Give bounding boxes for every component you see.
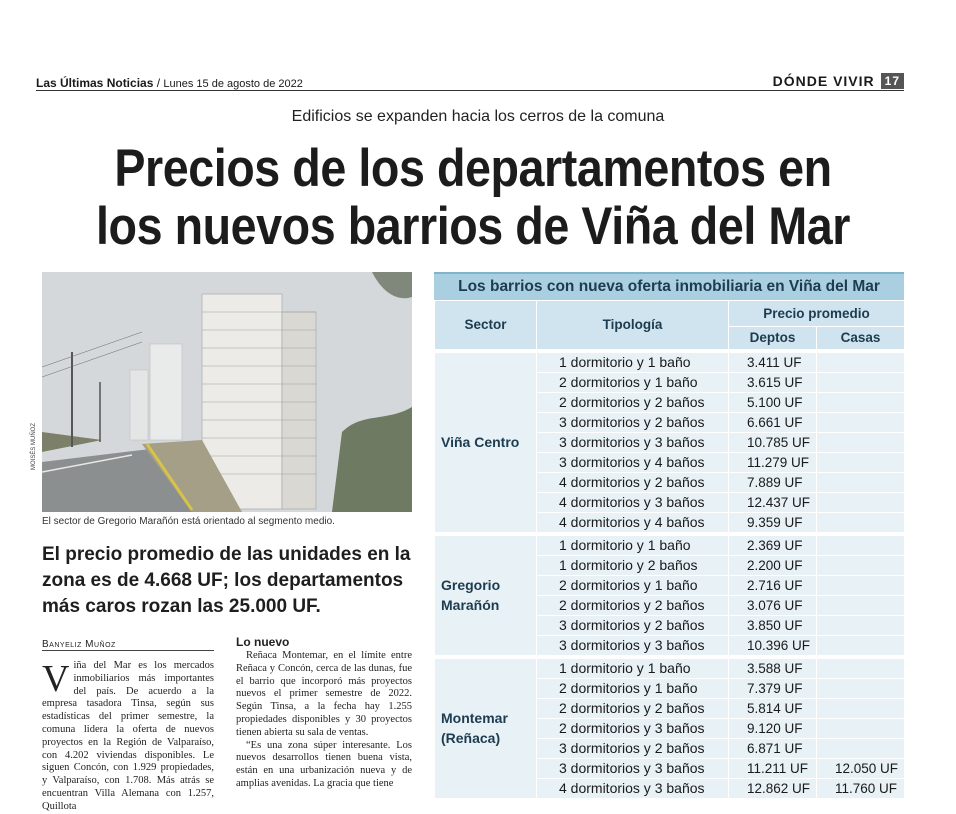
casas-cell: [817, 738, 905, 758]
photo-credit: MOISÉS MUÑOZ: [31, 422, 37, 470]
body-column-1: [42, 660, 214, 814]
price-data-table: [434, 300, 905, 799]
byline: Banyeliz Muñoz: [42, 639, 116, 650]
page-number: 17: [881, 73, 904, 89]
tipologia-cell: 3 dormitorios y 2 baños: [537, 738, 729, 758]
tipologia-cell: 2 dormitorios y 2 baños: [537, 698, 729, 718]
deptos-cell: 3.615 UF: [729, 372, 817, 392]
deptos-cell: 7.889 UF: [729, 472, 817, 492]
deptos-cell: 10.396 UF: [729, 635, 817, 657]
casas-cell: 12.050 UF: [817, 758, 905, 778]
tipologia-cell: 2 dormitorios y 1 baño: [537, 575, 729, 595]
casas-cell: [817, 472, 905, 492]
deptos-cell: 3.411 UF: [729, 351, 817, 373]
section-label: [773, 73, 904, 89]
deptos-cell: 9.120 UF: [729, 718, 817, 738]
casas-cell: [817, 452, 905, 472]
kicker: Edificios se expanden hacia los cerros de la comuna: [291, 108, 665, 125]
deptos-cell: 7.379 UF: [729, 678, 817, 698]
tipologia-cell: 1 dormitorio y 1 baño: [537, 534, 729, 556]
headline: [57, 140, 889, 256]
deptos-cell: 5.814 UF: [729, 698, 817, 718]
casas-cell: [817, 555, 905, 575]
body-paragraph: Reñaca Montemar, en el límite entre Reñaca y Concón, cerca de las dunas, fue el barrio que incorporó más proyectos nuevos el primer semestre de 2022. Según Tinsa, a la fecha hay 1.255 propiedades disponibles y 30 proyectos tienen abierta su sala de ventas.: [236, 650, 412, 738]
table-row: [435, 351, 905, 373]
casas-cell: [817, 512, 905, 534]
publication-line: Las Últimas Noticias / Lunes 15 de agosto de 2022: [36, 76, 303, 90]
table-body: [435, 351, 905, 799]
deptos-cell: 9.359 UF: [729, 512, 817, 534]
deptos-cell: 3.076 UF: [729, 595, 817, 615]
deptos-cell: 11.279 UF: [729, 452, 817, 472]
headline-line-1: Precios de los departamentos en: [114, 139, 832, 198]
casas-cell: [817, 595, 905, 615]
publication-date: Lunes 15 de agosto de 2022: [163, 78, 303, 90]
body-text-1: iña del Mar es los mercados inmobiliarios más importantes del país. De acuerdo a la empresa tasadora Tinsa, según sus estadísticas del primer semestre, la comuna lidera la oferta de nuevos proyectos en la Región de Valparaíso, con 4.202 viviendas disponibles. Le siguen Concón, con 1.929 propiedades, y Valparaíso, con 1.708. Más atrás se encuentran Villa Alemana con 1.257, Quillota: [42, 660, 214, 812]
body-column-2: [236, 634, 412, 791]
table-row: [435, 534, 905, 556]
casas-cell: [817, 635, 905, 657]
tipologia-cell: 2 dormitorios y 2 baños: [537, 392, 729, 412]
deptos-cell: 12.437 UF: [729, 492, 817, 512]
deptos-cell: 5.100 UF: [729, 392, 817, 412]
buildings-photo-illustration: [42, 272, 412, 512]
casas-cell: [817, 392, 905, 412]
casas-cell: [817, 412, 905, 432]
tipologia-cell: 2 dormitorios y 3 baños: [537, 718, 729, 738]
table-row: [435, 657, 905, 679]
deptos-cell: 3.850 UF: [729, 615, 817, 635]
casas-cell: [817, 492, 905, 512]
tipologia-cell: 3 dormitorios y 2 baños: [537, 412, 729, 432]
deck-summary: El precio promedio de las unidades en la zona es de 4.668 UF; los departamentos más caros rozan las 25.000 UF.: [42, 544, 411, 617]
deptos-cell: 3.588 UF: [729, 657, 817, 679]
deptos-cell: 2.369 UF: [729, 534, 817, 556]
tipologia-cell: 3 dormitorios y 3 baños: [537, 758, 729, 778]
photo-caption: El sector de Gregorio Marañón está orientado al segmento medio.: [42, 516, 335, 527]
table-title: Los barrios con nueva oferta inmobiliaria en Viña del Mar: [434, 272, 904, 300]
headline-line-2: los nuevos barrios de Viña del Mar: [96, 197, 850, 256]
deptos-cell: 2.200 UF: [729, 555, 817, 575]
publication-name: Las Últimas Noticias: [36, 76, 154, 90]
deptos-cell: 12.862 UF: [729, 778, 817, 798]
tipologia-cell: 2 dormitorios y 2 baños: [537, 595, 729, 615]
casas-cell: [817, 698, 905, 718]
sector-cell: Viña Centro: [435, 351, 537, 534]
casas-cell: [817, 615, 905, 635]
casas-cell: [817, 351, 905, 373]
casas-cell: [817, 372, 905, 392]
tipologia-cell: 3 dormitorios y 4 baños: [537, 452, 729, 472]
tipologia-cell: 3 dormitorios y 3 baños: [537, 635, 729, 657]
price-table: [434, 272, 904, 799]
tipologia-cell: 3 dormitorios y 3 baños: [537, 432, 729, 452]
casas-cell: [817, 718, 905, 738]
sector-cell: Montemar (Reñaca): [435, 657, 537, 799]
casas-cell: [817, 575, 905, 595]
page-header: [36, 73, 904, 91]
casas-cell: [817, 657, 905, 679]
tipologia-cell: 4 dormitorios y 3 baños: [537, 778, 729, 798]
deptos-cell: 6.661 UF: [729, 412, 817, 432]
deptos-cell: 11.211 UF: [729, 758, 817, 778]
deptos-cell: 10.785 UF: [729, 432, 817, 452]
tipologia-cell: 1 dormitorio y 2 baños: [537, 555, 729, 575]
casas-cell: [817, 678, 905, 698]
column-header-precio: Precio promedio: [729, 301, 905, 327]
casas-cell: [817, 432, 905, 452]
deptos-cell: 6.871 UF: [729, 738, 817, 758]
column-header-tipologia: Tipología: [537, 301, 729, 351]
tipologia-cell: 2 dormitorios y 1 baño: [537, 678, 729, 698]
tipologia-cell: 4 dormitorios y 4 baños: [537, 512, 729, 534]
column-header-sector: Sector: [435, 301, 537, 351]
subheading: Lo nuevo: [236, 635, 290, 649]
casas-cell: 11.760 UF: [817, 778, 905, 798]
section-name: DÓNDE VIVIR: [772, 73, 875, 89]
deptos-cell: 2.716 UF: [729, 575, 817, 595]
tipologia-cell: 4 dormitorios y 3 baños: [537, 492, 729, 512]
body-paragraph: “Es una zona súper interesante. Los nuevos desarrollos tienen buena vista, están en una urbanización nueva y de amplias avenidas. La gracia que tiene: [236, 739, 412, 789]
column-header-casas: Casas: [817, 327, 905, 351]
tipologia-cell: 1 dormitorio y 1 baño: [537, 657, 729, 679]
header-divider: [36, 90, 904, 91]
article-photo: [42, 272, 412, 512]
tipologia-cell: 1 dormitorio y 1 baño: [537, 351, 729, 373]
tipologia-cell: 3 dormitorios y 2 baños: [537, 615, 729, 635]
tipologia-cell: 4 dormitorios y 2 baños: [537, 472, 729, 492]
drop-cap: V: [42, 658, 70, 700]
casas-cell: [817, 534, 905, 556]
tipologia-cell: 2 dormitorios y 1 baño: [537, 372, 729, 392]
sector-cell: Gregorio Marañón: [435, 534, 537, 657]
column-header-deptos: Deptos: [729, 327, 817, 351]
byline-divider: [42, 650, 214, 651]
